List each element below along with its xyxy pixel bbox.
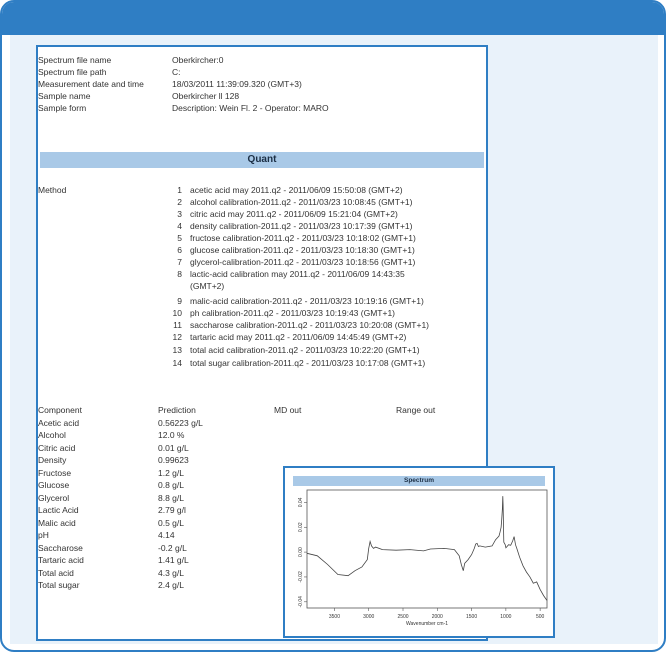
method-item: glycerol-calibration-2011.q2 - 2011/03/23 10:18:56 (GMT+1) — [190, 257, 416, 267]
y-tick-label: 0.00 — [298, 547, 304, 557]
method-item: ph calibration-2011.q2 - 2011/03/23 10:19:43 (GMT+1) — [190, 308, 395, 318]
method-item: density calibration-2011.q2 - 2011/03/23 10:17:39 (GMT+1) — [190, 221, 413, 231]
method-number: 12 — [172, 332, 182, 342]
x-tick-label: 1000 — [500, 614, 512, 620]
prediction-value: 1.41 g/L — [158, 555, 189, 565]
prediction-value: 2.79 g/l — [158, 505, 186, 515]
prediction-value: 12.0 % — [158, 430, 185, 440]
method-number: 13 — [172, 345, 182, 355]
method-number: 11 — [173, 320, 182, 330]
y-tick-label: -0.02 — [298, 571, 304, 583]
method-item: tartaric acid may 2011.q2 - 2011/06/09 14:45:49 (GMT+2) — [190, 332, 407, 342]
method-item: total sugar calibration-2011.q2 - 2011/03/23 10:17:08 (GMT+1) — [190, 358, 426, 368]
component-name: Glucose — [38, 480, 70, 490]
method-number: 14 — [172, 358, 182, 368]
method-number: 8 — [177, 269, 182, 279]
x-tick-label: 3500 — [328, 614, 340, 620]
info-label: Sample name — [38, 91, 91, 101]
quant-title: Quant — [247, 154, 277, 165]
method-item: saccharose calibration-2011.q2 - 2011/03/23 10:20:08 (GMT+1) — [190, 320, 430, 330]
info-value: Description: Wein Fl. 2 - Operator: MARO — [172, 103, 329, 113]
method-number: 9 — [177, 296, 182, 306]
x-axis-label: Wavenumber cm-1 — [405, 621, 449, 627]
method-item: fructose calibration-2011.q2 - 2011/03/23 10:18:02 (GMT+1) — [190, 233, 416, 243]
info-value: Oberkircher ll 128 — [172, 91, 240, 101]
component-name: Glycerol — [38, 493, 70, 503]
spectrum-panel — [283, 466, 555, 638]
component-name: Tartaric acid — [38, 555, 84, 565]
info-label: Measurement date and time — [38, 79, 144, 89]
method-number: 2 — [177, 197, 182, 207]
method-item: total acid calibration-2011.q2 - 2011/03/23 10:22:20 (GMT+1) — [190, 345, 420, 355]
column-header-range-out: Range out — [396, 405, 436, 415]
component-name: Fructose — [38, 468, 72, 478]
y-tick-label: 0.02 — [298, 522, 304, 533]
info-value: C: — [172, 67, 181, 77]
x-tick-label: 1500 — [466, 614, 478, 620]
component-name: Alcohol — [38, 430, 66, 440]
x-tick-label: 3000 — [363, 614, 375, 620]
prediction-value: 0.8 g/L — [158, 480, 184, 490]
y-tick-label: -0.04 — [298, 596, 304, 608]
info-label: Spectrum file path — [38, 67, 107, 77]
method-item-continued: (GMT+2) — [190, 281, 225, 291]
method-number: 3 — [177, 209, 182, 219]
prediction-value: 4.14 — [158, 530, 175, 540]
prediction-value: 0.56223 g/L — [158, 418, 203, 428]
x-tick-label: 500 — [535, 614, 545, 620]
spectrum-chart — [285, 468, 553, 636]
prediction-value: 0.5 g/L — [158, 518, 184, 528]
info-label: Spectrum file name — [38, 55, 112, 65]
component-name: Acetic acid — [38, 418, 80, 428]
prediction-value: 0.01 g/L — [158, 443, 189, 453]
method-number: 10 — [172, 308, 182, 318]
spectrum-title: Spectrum — [404, 477, 434, 484]
prediction-value: -0.2 g/L — [158, 543, 187, 553]
method-item: lactic-acid calibration may 2011.q2 - 2011/06/09 14:43:35 — [190, 269, 405, 279]
column-header-component: Component — [38, 405, 82, 415]
component-name: Saccharose — [38, 543, 83, 553]
method-item: malic-acid calibration-2011.q2 - 2011/03/23 10:19:16 (GMT+1) — [190, 296, 424, 306]
method-number: 1 — [177, 185, 182, 195]
prediction-value: 0.99623 — [158, 455, 189, 465]
plot-area — [307, 490, 547, 608]
quant-section-header — [40, 152, 484, 168]
info-value: 18/03/2011 11:39:09.320 (GMT+3) — [172, 79, 302, 89]
method-item: glucose calibration-2011.q2 - 2011/03/23 10:18:30 (GMT+1) — [190, 245, 415, 255]
method-item: acetic acid may 2011.q2 - 2011/06/09 15:50:08 (GMT+2) — [190, 185, 403, 195]
component-name: Lactic Acid — [38, 505, 79, 515]
info-label: Sample form — [38, 103, 87, 113]
component-name: Density — [38, 455, 67, 465]
title-bar — [2, 2, 664, 35]
prediction-value: 2.4 g/L — [158, 580, 184, 590]
column-header-md-out: MD out — [274, 405, 302, 415]
method-number: 6 — [177, 245, 182, 255]
component-name: pH — [38, 530, 49, 540]
method-number: 7 — [177, 257, 182, 267]
method-item: alcohol calibration-2011.q2 - 2011/03/23 10:08:45 (GMT+1) — [190, 197, 413, 207]
y-tick-label: 0.04 — [298, 497, 304, 508]
component-name: Citric acid — [38, 443, 76, 453]
component-name: Total sugar — [38, 580, 80, 590]
method-number: 5 — [177, 233, 182, 243]
x-tick-label: 2500 — [397, 614, 409, 620]
method-item: citric acid may 2011.q2 - 2011/06/09 15:21:04 (GMT+2) — [190, 209, 398, 219]
component-name: Total acid — [38, 568, 74, 578]
method-number: 4 — [177, 221, 182, 231]
info-value: Oberkircher:0 — [172, 55, 224, 65]
component-name: Malic acid — [38, 518, 76, 528]
method-label: Method — [38, 185, 67, 195]
x-tick-label: 2000 — [431, 614, 443, 620]
prediction-value: 8.8 g/L — [158, 493, 184, 503]
column-header-prediction: Prediction — [158, 405, 196, 415]
prediction-value: 1.2 g/L — [158, 468, 184, 478]
prediction-value: 4.3 g/L — [158, 568, 184, 578]
